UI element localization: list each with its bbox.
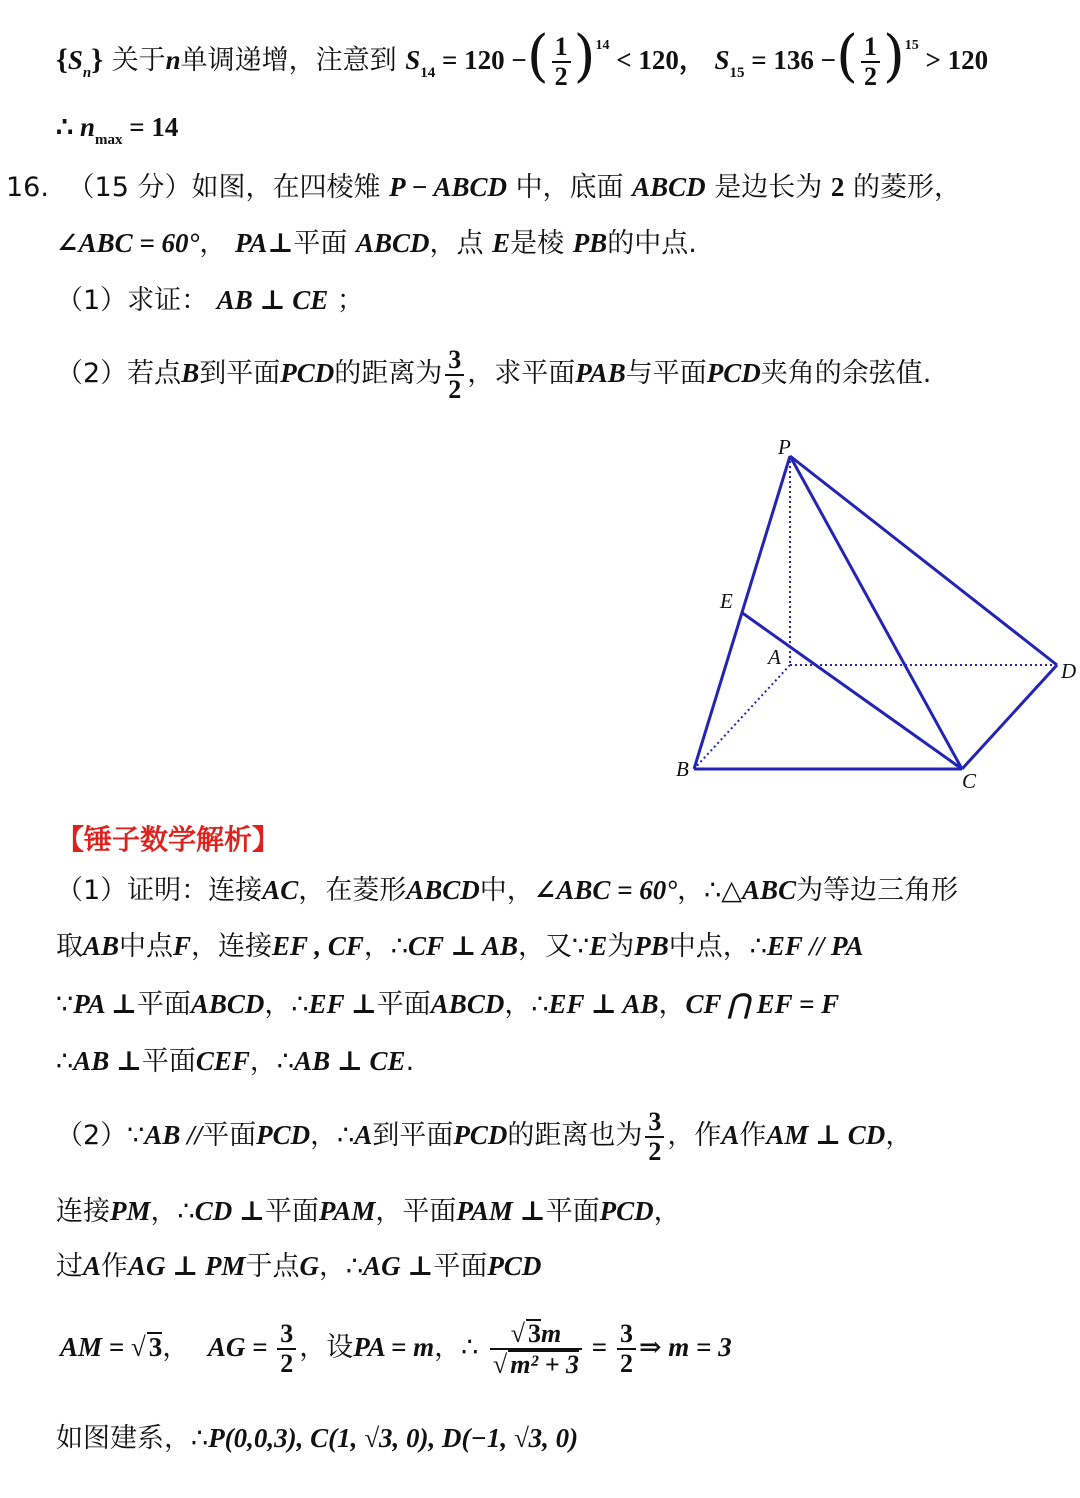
solution-line-5: （2）∵AB //平面PCD，∴A到平面PCD的距离也为 $\frac{3}{2}$ ，作A作AM ⊥ CD， [56, 1106, 913, 1166]
question-1: （1）求证： AB ⊥ CE ； [56, 285, 364, 316]
fraction-three-halves: $\frac{3}{2}$ [617, 1320, 636, 1378]
fraction-sqrt-expression: $\frac{√ 3m}{\text{√ m² + 3}}$ [490, 1319, 582, 1379]
solution-heading: 【锤子数学解析】 [56, 823, 281, 856]
edge-PC [790, 456, 962, 769]
solution-line-9: 如图建系，∴P(0,0,3), C(1, √3, 0), D(−1, √3, 0) [56, 1423, 579, 1454]
question-2: （2）若点B到平面PCD的距离为 $\frac{3}{2}$ ，求平面PAB与平面PCD夹角的余弦值. [56, 344, 932, 404]
solution-line-3: ∵PA ⊥平面ABCD，∴EF ⊥平面ABCD，∴EF ⊥ AB，CF ⋂ EF = F [56, 989, 840, 1020]
label-P: P [778, 435, 791, 459]
edge-CD [962, 665, 1057, 769]
label-B: B [676, 757, 689, 781]
label-E: E [720, 589, 733, 613]
edge-PD [790, 456, 1057, 665]
solution-line-1: （1）证明：连接AC，在菱形ABCD中，∠ABC = 60°，∴△ABC为等边三角形 [56, 875, 959, 906]
fraction-three-halves: $\frac{3}{2}$ [445, 346, 464, 404]
solid-edges [694, 456, 1057, 769]
fraction-one-half: $\frac{1}{2}$ [861, 33, 880, 91]
problem-score: （15 分） [67, 172, 192, 203]
segment-EC [741, 612, 962, 769]
fraction-three-halves: $\frac{3}{2}$ [277, 1320, 296, 1378]
solution-line-7: 过A作AG ⊥ PM于点G，∴AG ⊥平面PCD [56, 1251, 542, 1282]
fraction-three-halves: $\frac{3}{2}$ [645, 1108, 664, 1166]
pyramid-figure [660, 430, 1080, 800]
n-max-line: ∴ $n_{max} = 14$ [56, 112, 179, 148]
solution-line-4: ∴AB ⊥平面CEF，∴AB ⊥ CE. [56, 1046, 415, 1077]
label-C: C [962, 769, 977, 793]
problem-statement-line1: 16. （15 分）如图，在四棱雉 P − ABCD 中，底面 ABCD 是边长为 2 的菱形， [6, 172, 961, 203]
problem-number: 16. [6, 172, 49, 203]
label-A: A [768, 645, 781, 669]
solution-line-8: AM = √ 3， AG = $\frac{3}{2}$ ，设PA = m，∴ $\frac{√ 3m}{\text{√ m² + 3}}$ = $\frac{3}{2}$ ⇒ m = 3 [60, 1318, 732, 1379]
sequence-monotonic-line: $\{S_n\}$ 关于n单调递增，注意到 $S_{14} = 120$ −( $\frac{1}{2}$ )$^{14}$ < 120， $S_{15} = 136$ −( $\frac{1}{2}$ )$^{15}$ > 120 [56, 24, 989, 91]
problem-statement-line2: ∠ABC = 60°， PA⊥平面 ABCD，点 E是棱 PB的中点. [56, 228, 697, 259]
label-D: D [1061, 659, 1077, 683]
solution-line-2: 取AB中点F，连接EF , CF，∴CF ⊥ AB，又∵E为PB中点，∴EF // PA [56, 931, 864, 962]
solution-line-6: 连接PM，∴CD ⊥平面PAM，平面PAM ⊥平面PCD， [56, 1196, 681, 1227]
fraction-one-half: $\frac{1}{2}$ [552, 33, 571, 91]
